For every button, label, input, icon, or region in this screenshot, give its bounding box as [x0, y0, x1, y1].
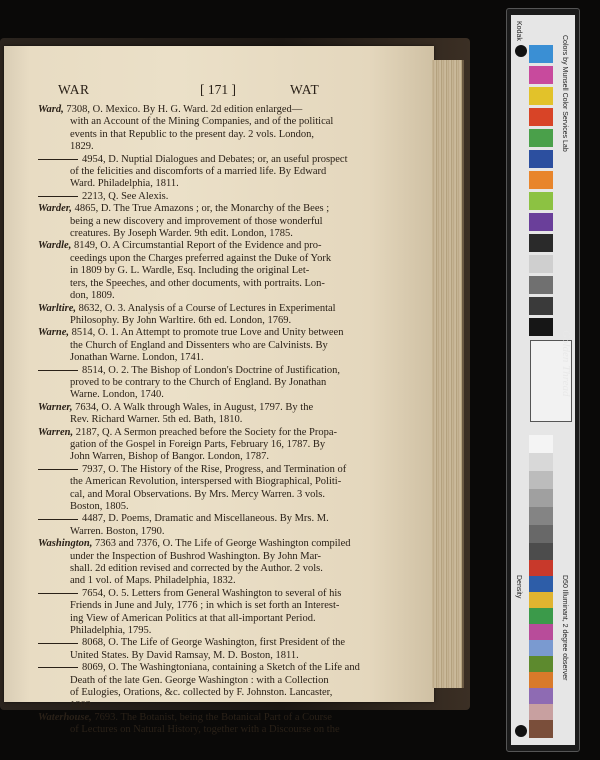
entry-line	[38, 129, 418, 141]
entry-line	[38, 340, 418, 352]
entry-heading: Warltire,	[38, 302, 77, 314]
entry-line	[38, 451, 418, 463]
entry-line	[38, 600, 418, 612]
entry-text: Ward. Philadelphia, 1811.	[70, 178, 179, 190]
entry-text: under the Inspection of Bushrod Washington. By John Mar-	[70, 550, 322, 562]
entry-line	[38, 178, 418, 190]
color-swatch	[529, 255, 553, 273]
entry-line	[38, 575, 418, 587]
catalog-entry	[38, 303, 418, 328]
entry-text: of Eulogies, Orations, &c. collected by F. Johnston. Lancaster,	[70, 687, 333, 699]
entry-text: Philadelphia, 1795.	[70, 625, 152, 637]
entry-line	[38, 104, 418, 116]
entry-text: Boston, 1805.	[70, 501, 129, 512]
entry-line	[38, 414, 418, 426]
entry-line	[38, 613, 418, 625]
entry-text: with an Account of the Mining Companies, and of the political	[70, 116, 334, 128]
entry-text: Warren. Boston, 1790.	[70, 525, 165, 537]
entry-text: 8068, O. The Life of George Washington, first President of the	[82, 637, 346, 649]
entry-text: 8149, O. A Circumstantial Report of the Evidence and pro-	[71, 240, 322, 252]
entry-text: Warne. London, 1740.	[70, 389, 164, 401]
color-swatch	[529, 108, 553, 126]
entry-text: 8632, O. 3. Analysis of a Course of Lectures in Experimental	[76, 302, 336, 314]
running-head-right: WAT	[290, 82, 320, 97]
entry-line	[38, 203, 418, 215]
entry-line	[38, 551, 418, 563]
catalog-entry	[38, 365, 418, 402]
entry-text: Rev. Richard Warner. 5th ed. Bath, 1810.	[70, 414, 243, 426]
entry-text: 7634, O. A Walk through Wales, in August, 1797. By the	[72, 401, 314, 413]
entry-text: Philosophy. By John Warltire. 6th ed. London, 1769.	[70, 314, 292, 326]
color-swatch	[529, 171, 553, 189]
entry-line	[38, 588, 418, 600]
catalog-entry	[38, 588, 418, 638]
entry-text: John Warren, Bishop of Bangor. London, 1787.	[70, 451, 270, 463]
entry-line	[38, 501, 418, 513]
entry-line	[38, 687, 418, 699]
entry-text: 7654, O. 5. Letters from General Washington to several of his	[82, 587, 342, 599]
catalog-text	[38, 104, 418, 737]
color-swatch	[529, 276, 553, 294]
gray-swatch	[529, 543, 553, 561]
ditto-dash	[38, 643, 78, 644]
target-vendor-text: Colors by Munsell Color Services Lab	[561, 35, 568, 152]
registration-circle-bottom	[515, 725, 527, 737]
entry-line	[38, 352, 418, 364]
entry-line	[38, 625, 418, 637]
entry-line	[38, 141, 418, 153]
entry-text: cal, and Moral Observations. By Mrs. Mercy Warren. 3 vols.	[70, 488, 325, 500]
entry-text: 4954, D. Nuptial Dialogues and Debates; or, an useful prospect	[82, 153, 348, 165]
color-swatch	[529, 129, 553, 147]
entry-text: 7308, O. Mexico. By H. G. Ward. 2d edition enlarged—	[63, 104, 303, 115]
catalog-entry	[38, 513, 418, 538]
catalog-entry	[38, 203, 418, 240]
entry-text: 4865, D. The True Amazons ; or, the Monarchy of the Bees ;	[71, 203, 330, 215]
entry-heading: Ward,	[38, 104, 64, 115]
entry-text: creatures. By Joseph Warder. 9th edit. London, 1785.	[70, 228, 293, 240]
entry-text: 1829.	[70, 141, 94, 153]
entry-line	[38, 538, 418, 550]
entry-line	[38, 216, 418, 228]
entry-line	[38, 365, 418, 377]
catalog-entry	[38, 538, 418, 588]
entry-text: in 1809 by G. L. Wardle, Esq. Including the original Let-	[70, 265, 310, 277]
entry-text: and 1 vol. of Maps. Philadelphia, 1832.	[70, 575, 236, 587]
entry-line	[38, 290, 418, 302]
color-swatch	[529, 234, 553, 252]
entry-text: 7363 and 7376, O. The Life of George Washington compiled	[92, 538, 351, 550]
page-number: [ 171 ]	[200, 82, 236, 97]
entry-line	[38, 303, 418, 315]
ditto-dash	[38, 159, 78, 160]
entry-line	[38, 377, 418, 389]
color-swatch	[529, 297, 553, 315]
entry-text: Death of the late Gen. George Washington : with a Collection	[70, 674, 329, 686]
entry-line	[38, 724, 418, 736]
entry-text: shall. 2d edition revised and corrected by the Author. 2 vols.	[70, 563, 323, 575]
entry-line	[38, 240, 418, 252]
entry-text: 7693. The Botanist, being the Botanical Part of a Course	[91, 711, 332, 723]
entry-text: 8514, O. 1. An Attempt to promote true Love and Unity between	[69, 327, 344, 339]
ditto-dash	[38, 196, 78, 197]
color-swatch	[529, 150, 553, 168]
entry-heading: Wardle,	[38, 240, 72, 252]
entry-text: ters, the Speeches, and other documents, with portraits. Lon-	[70, 277, 325, 289]
entry-heading: Waterhouse,	[38, 711, 92, 723]
catalog-entry	[38, 464, 418, 514]
entry-line	[38, 253, 418, 265]
catalog-entry	[38, 712, 418, 737]
color-swatch	[529, 318, 553, 336]
ditto-dash	[38, 667, 78, 668]
gray-swatch	[529, 435, 553, 453]
color-swatch	[529, 66, 553, 84]
entry-line	[38, 489, 418, 501]
entry-text: 4487, D. Poems, Dramatic and Miscellaneous. By Mrs. M.	[82, 513, 329, 525]
entry-heading: Warren,	[38, 426, 74, 438]
entry-line	[38, 427, 418, 439]
entry-heading: Warder,	[38, 203, 72, 215]
running-head	[30, 82, 410, 102]
entry-line	[38, 154, 418, 166]
entry-text: of Lectures on Natural History, together with a Discourse on the	[70, 724, 340, 736]
catalog-entry	[38, 191, 418, 203]
catalog-entry	[38, 327, 418, 364]
target-top-label: Kodak	[515, 21, 522, 41]
entry-line	[38, 278, 418, 290]
entry-line	[38, 700, 418, 712]
gray-swatch	[529, 453, 553, 471]
entry-text: of the felicities and discomforts of a married life. By Edward	[70, 166, 327, 178]
catalog-entry	[38, 637, 418, 662]
entry-line	[38, 439, 418, 451]
color-swatch	[529, 192, 553, 210]
target-illuminant-text: D50 Illuminant, 2 degree observer	[561, 575, 568, 681]
entry-line	[38, 526, 418, 538]
gray-swatch	[529, 489, 553, 507]
ditto-dash	[38, 469, 78, 470]
entry-line	[38, 712, 418, 724]
gray-swatch	[529, 471, 553, 489]
entry-text: being a new discovery and improvement of those wonderful	[70, 215, 323, 227]
entry-text: don, 1809.	[70, 290, 115, 302]
color-swatch	[529, 213, 553, 231]
entry-line	[38, 662, 418, 674]
entry-line	[38, 464, 418, 476]
entry-text: the American Revolution, interspersed with Biographical, Politi-	[70, 476, 342, 488]
catalog-entry	[38, 154, 418, 191]
entry-text: gation of the Gospel in Foreign Parts, February 16, 1787. By	[70, 438, 326, 450]
entry-line	[38, 650, 418, 662]
gray-swatch	[529, 507, 553, 525]
entry-line	[38, 265, 418, 277]
entry-heading: Warner,	[38, 401, 73, 413]
entry-line	[38, 327, 418, 339]
ditto-dash	[38, 370, 78, 371]
entry-line	[38, 228, 418, 240]
registration-circle-top	[515, 45, 527, 57]
entry-line	[38, 476, 418, 488]
catalog-entry	[38, 427, 418, 464]
entry-line	[38, 315, 418, 327]
entry-line	[38, 389, 418, 401]
entry-text: 2213, Q. See Alexis.	[82, 190, 169, 202]
color-swatch	[529, 720, 553, 738]
color-swatch	[529, 87, 553, 105]
entry-line	[38, 166, 418, 178]
entry-text: 2187, Q. A Sermon preached before the Society for the Propa-	[73, 426, 337, 438]
entry-text: ceedings upon the Charges preferred against the Duke of York	[70, 252, 332, 264]
entry-text: 8514, O. 2. The Bishop of London's Doctrine of Justification,	[82, 364, 341, 376]
entry-line	[38, 675, 418, 687]
entry-text: 1802.	[70, 699, 94, 711]
entry-line	[38, 563, 418, 575]
color-swatch	[529, 45, 553, 63]
entry-line	[38, 402, 418, 414]
entry-text: Friends in June and July, 1776 ; in which is set forth an Interest-	[70, 600, 340, 612]
entry-text: proved to be contrary to the Church of England. By Jonathan	[70, 376, 327, 388]
entry-text: ing View of American Politics at that all-important Period.	[70, 612, 316, 624]
entry-text: 7937, O. The History of the Rise, Progress, and Termination of	[82, 463, 347, 475]
entry-heading: Washington,	[38, 538, 93, 550]
entry-heading: Warne,	[38, 327, 70, 339]
entry-line	[38, 116, 418, 128]
catalog-entry	[38, 402, 418, 427]
catalog-entry	[38, 662, 418, 712]
catalog-entry	[38, 104, 418, 154]
entry-text: the Church of England and Dissenters who are Calvinists. By	[70, 339, 328, 351]
entry-line	[38, 637, 418, 649]
catalog-entry	[38, 240, 418, 302]
golden-thread-text: Golden Thread	[560, 330, 572, 397]
ditto-dash	[38, 593, 78, 594]
entry-text: 8069, O. The Washingtoniana, containing a Sketch of the Life and	[82, 662, 360, 674]
gray-swatch	[529, 525, 553, 543]
running-head-left: WAR	[58, 82, 90, 97]
ditto-dash	[38, 519, 78, 520]
entry-text: events in that Republic to the present day. 2 vols. London,	[70, 128, 314, 140]
entry-line	[38, 191, 418, 203]
entry-text: Jonathan Warne. London, 1741.	[70, 352, 204, 364]
target-density-label: Density	[515, 575, 522, 599]
entry-text: United States. By David Ramsay, M. D. Boston, 1811.	[70, 649, 299, 661]
page-edges	[432, 60, 464, 688]
entry-line	[38, 513, 418, 525]
